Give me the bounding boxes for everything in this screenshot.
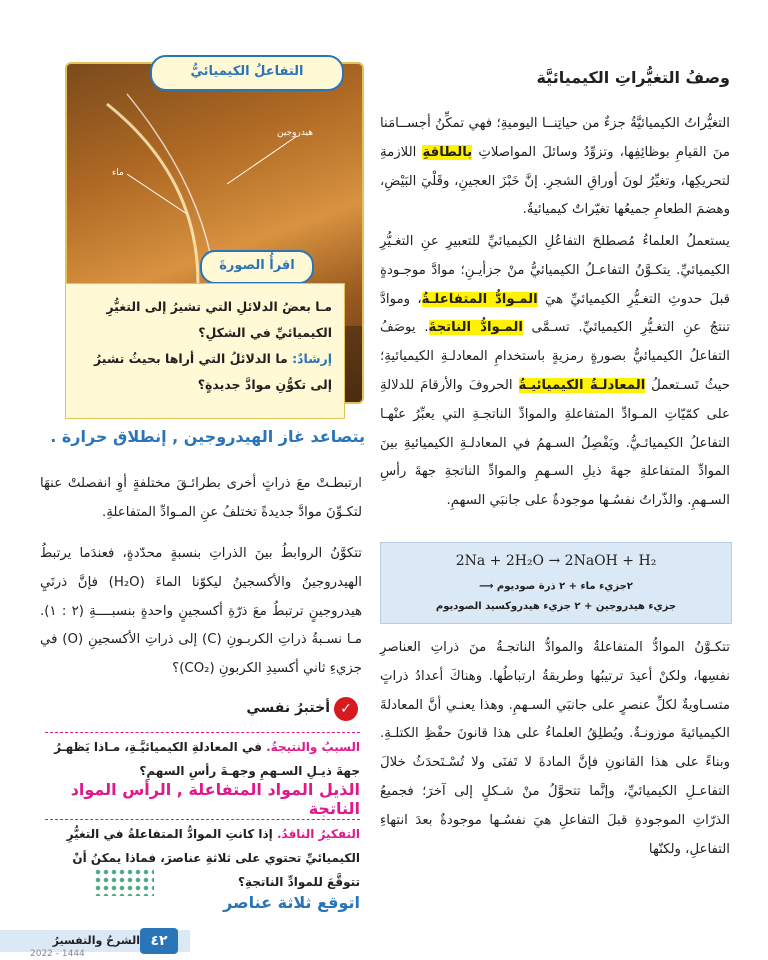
p2-text-b: ، وموادَّ تنتجُ عنِ التغـيُّرِ الكيميائيِّ. تسـمَّى <box>380 291 730 336</box>
label-water: ماء <box>112 168 124 178</box>
self-test-question-2 <box>45 822 360 894</box>
equation-formula: 2Na + 2H₂O → 2NaOH + H₂ <box>455 553 657 569</box>
handwritten-answer-2: الذيل المواد المتفاعلة , الرأس المواد الناتجة <box>70 780 360 818</box>
question-1-label: السببُ والنتيجةُ. <box>266 740 360 754</box>
hint-text: ما الدلائلُ التي أراها بحيثُ تشيرُ إلى تكوُّنِ موادَّ جديدةٍ؟ <box>94 351 332 392</box>
highlight-reactants: المـوادُّ المتفاعلـةُ <box>421 291 538 307</box>
p2-text-d: الحروفَ والأرقامَ للدلالةِ على كمّيّاتِ المـوادِّ المتفاعلةِ والموادِّ الناتجـةِ التي يعبِّرُ عنْهـا التفاعلُ الكيميائـيُّ. ويَفْصِلُ السـهمُ في المعادلـةِ الكيميائيةِ بينَ الموادِّ المتفاعلةِ جهةَ ذيلِ السـهمِ والموادِّ الناتجةِ جهةَ رأسِ السـهمِ. والذّراتُ نفسُـها موجودةٌ على جانبَي السهمِ. <box>380 377 730 509</box>
p1-text-b: اللازمةِ لتحريكِها، وتغيِّرُ لونَ أوراقِ الشجرِ. إنَّ خَبْزَ العجينِ، وقَلْيَ البَيْضِ، وهضمَ الطعامِ جميعُها تغيّراتٌ كيميائيةٌ. <box>380 144 730 218</box>
p2-text-a: يستعملُ العلماءُ مُصطلحَ التفاعُلِ الكيميائيِّ للتعبيرِ عنِ التغـيُّرِ الكيميائيِّ. يتكـوَّنُ التفاعـلُ الكيميائيُّ منْ جزأيـنِ؛ موادَّ موجـودةٍ قبلَ حدوثِ التغـيُّرِ الكيميائيِّ هيَ <box>380 234 730 307</box>
highlight-equation: المعادلـةُ الكيميائيـةُ <box>518 377 646 393</box>
footer-year: 2022 - 1444 <box>30 949 85 959</box>
decorative-dots-icon <box>94 868 154 896</box>
highlight-products: المـوادُّ الناتجةَ <box>428 320 523 336</box>
question-2-text: إذا كانتِ الموادُّ المتفاعلةُ في التغيُّرِ الكيميائيِّ تحتوي على ثلاثةِ عناصرَ، فماذا يمكنُ أنْ تتوقَّعَ للموادِّ الناتجةِ؟ <box>66 827 360 889</box>
equation-box <box>380 542 732 624</box>
highlight-energy: بالطاقةِ <box>422 144 473 160</box>
checkmark-icon: ✓ <box>334 697 358 721</box>
paragraph-2 <box>380 228 730 516</box>
paragraph-5: تتكوَّنُ الروابطُ بينَ الذراتِ بنسبةٍ محدّدةٍ، فعندَما يرتبطُ الهيدروجينُ والأكسجينُ ليكوّنا الماءَ (H₂O) فإنَّ ذرتَيِ هيدروجينٍ ترتبطُ معَ ذرّةِ أكسجينٍ واحدةٍ بنسبــــةِ (٢ : ١). مـا نسـبةُ ذراتِ الكربـونِ (C) إلى ذراتِ الأكسجينِ (O) في جزيءِ ثاني أكسيدِ الكربونِ (CO₂)؟ <box>40 546 362 677</box>
equation-products-label: جزيء هيدروجين + ٢ جزيء هيدروكسيد الصوديوم <box>435 601 677 612</box>
hint-label: إرشادٌ: <box>292 351 332 366</box>
divider <box>45 732 360 733</box>
self-test-question-1 <box>45 735 360 783</box>
footer-label: الشرحُ والتفسيرُ <box>52 934 140 947</box>
self-test-title: أختبرُ نفسي <box>246 700 330 716</box>
section-title: وصفُ التغيُّراتِ الكيميائيَّة <box>536 68 730 87</box>
question-2-label: التفكيرُ الناقدُ. <box>276 827 360 841</box>
read-image-question: مـا بعضُ الدلائلِ التي تشيرُ إلى التغيُّرِ الكيميائيِّ في الشكلِ؟ <box>106 299 332 340</box>
paragraph-3: تتكـوَّنُ الموادُّ المتفاعلةُ والموادُّ الناتجـةُ منَ ذراتِ العناصرِ نفسِها، ولكنْ أعيدَ ترتيبُها وطريقةُ ارتباطُها. وهناكَ أعدادُ ذراتٍ متسـاويةٌ لكلِّ عنصرٍ على جانبَي السـهمِ. وهذا يعنـي أنَّ المعادلةَ الكيميائيةَ موزونـةٌ. ويُطلِقُ العلماءُ على هذا قانونَ حفْظِ الكتلـةِ. وبناءً على هذا القانونِ فإنَّ المادةَ لا تَفنَى ولا تُسْـتَحدَثُ خلالَ التفاعـلِ الكيميائيِّ، وإنَّما تتحوَّلُ منْ شـكلٍ إلى آخرَ؛ فجميعُ الذرّاتِ الموجودةِ قبلَ التفاعلِ هيَ نفسُـها موجودةٌ بعدَ انتهاءِ التفاعلِ، ولكنّها <box>380 640 730 857</box>
p1-text-a: التغيُّراتُ الكيميائيَّةُ جزءٌ من حياتِنــا اليوميةِ؛ فهي تمكِّنُ أجســامَنا منَ القيامِ بوظائِفِها، وتزوِّدُ وسائلَ المواصلاتِ <box>380 116 730 160</box>
read-image-hint <box>78 346 332 398</box>
paragraph-4: ارتبطـتْ معَ ذراتٍ أخرى بطرائـقَ مختلفةٍ أوِ انفصلتْ عنهَا لتكـوِّنَ موادَّ جديدةً تختلفُ عنِ المـوادِّ المتفاعلةِ. <box>40 476 362 520</box>
divider <box>45 819 360 820</box>
read-image-tag: اقرأُ الصورةَ <box>200 250 314 284</box>
label-hydrogen: هيدروجين <box>277 128 314 138</box>
read-image-box <box>65 283 345 419</box>
photo-caption-tag: التفاعلُ الكيميائيُّ <box>150 55 344 91</box>
handwritten-answer-1: يتصاعد غاز الهيدروجين , إنطلاق حرارة . <box>50 427 365 446</box>
equation-reactants-label: ٢جزيء ماء + ٢ ذرة صوديوم ⟶ <box>479 581 633 592</box>
question-1-text: في المعادلةِ الكيميائيَّـةِ، مـاذا يَظهـرُ جهةَ ذيـلِ السـهمِ وجهـةَ رأسِ السهمِ؟ <box>54 740 360 778</box>
handwritten-answer-3: اتوقع ثلاثة عناصر <box>223 893 360 912</box>
p2-text-c: . يوصَفُ التفاعلُ الكيميائيُّ بصورةٍ رمزيةٍ باستخدامِ المعادلـةِ الكيميائيةِ؛ حيثُ تَسـتعملُ <box>380 320 730 393</box>
page-number: ٤٢ <box>140 928 178 954</box>
paragraph-1 <box>380 110 730 225</box>
